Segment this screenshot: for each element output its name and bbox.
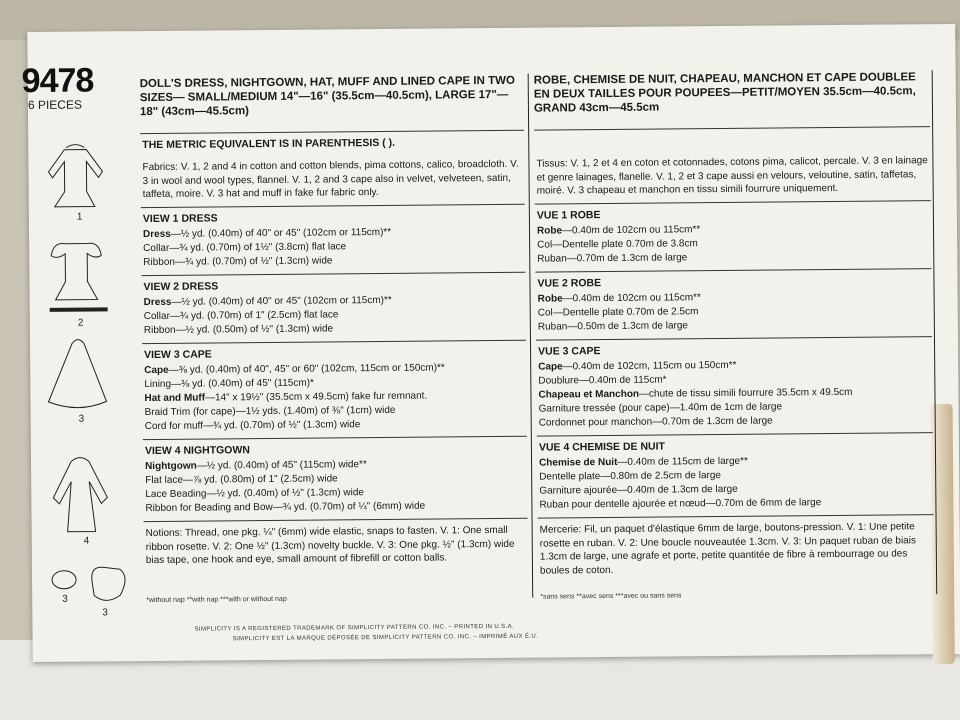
vue1-line: Col—Dentelle plate 0.70m de 3.8cm	[537, 238, 698, 251]
view1-heading: VIEW 1 DRESS	[142, 212, 218, 226]
vue3-line-text: —0.40m de 102cm, 115cm ou 150cm**	[562, 359, 737, 373]
view4-line	[145, 459, 367, 472]
view3-line	[144, 362, 445, 376]
view2-line: Collar—¾ yd. (0.70m) of 1" (2.5cm) flat lace	[143, 309, 339, 323]
view4-heading: VIEW 4 NIGHTGOWN	[144, 444, 250, 458]
divider	[535, 268, 931, 272]
english-footnote: *without nap **with nap ***with or without nap	[146, 595, 287, 605]
vue1-heading: VUE 1 ROBE	[536, 209, 601, 222]
divider	[536, 336, 932, 340]
vue3-line	[538, 360, 736, 373]
view4-nightgown-sketch	[53, 457, 108, 531]
trademark-line-en: SIMPLICITY IS A REGISTERED TRADEMARK OF SIMPLICITY PATTERN CO. INC. – PRINTED IN U.S.A.	[194, 623, 515, 633]
sketch-number-3: 3	[78, 413, 85, 425]
view1-line: Ribbon—¾ yd. (0.70m) of ½" (1.3cm) wide	[143, 255, 333, 269]
divider	[535, 200, 931, 204]
vue4-line: Dentelle plate—0.80m de 2.5cm de large	[539, 470, 721, 483]
garment-sketches-illustration	[36, 131, 140, 632]
vue1-line: Ruban—0.70m de 1.3cm de large	[537, 252, 688, 265]
vue4-line: Garniture ajourée—0.40m de 1.3cm de large	[539, 483, 738, 497]
pattern-number: 9478	[21, 61, 94, 101]
view3-line: Braid Trim (for cape)—1½ yds. (1.40m) of ⅜" (1cm) wide	[144, 404, 396, 419]
sketch-number-4: 4	[83, 535, 90, 547]
vue3-heading: VUE 3 CAPE	[538, 345, 601, 358]
view3-line-bold: Cape	[144, 364, 169, 377]
view3-line-bold: Hat and Muff	[144, 392, 206, 405]
mercerie-paragraph: Mercerie: Fil, un paquet d'élastique 6mm de large, boutons-pression. V. 1: Une petite rosette en ruban. V. 2: Une boucle nouveautée 1.3cm. V. 3: Un paquet ruban de biais 1.3cm de large, une agrafe et porte, petite quantitée de fibre à rembourrage ou des boules de coton.	[539, 521, 916, 577]
view4-line: Flat lace—⅞ yd. (0.80m) of 1" (2.5cm) wide	[145, 473, 338, 487]
metric-note: THE METRIC EQUIVALENT IS IN PARENTHESIS ( ).	[142, 136, 396, 152]
pieces-count: 6 PIECES	[27, 97, 82, 113]
french-column	[533, 70, 934, 601]
vue4-line: Ruban pour dentelle ajourée et nœud—0.70m de 6mm de large	[539, 497, 822, 511]
vue4-heading: VUE 4 CHEMISE DE NUIT	[538, 440, 665, 454]
view4-line: Ribbon for Beading and Bow—¾ yd. (0.70m) of ¼" (6mm) wide	[145, 500, 426, 515]
vue3-line-text: —chute de tissu simili fourrure 35.5cm x 49.5cm	[638, 386, 853, 400]
english-title: DOLL'S DRESS, NIGHTGOWN, HAT, MUFF AND LINED CAPE IN TWO SIZES— SMALL/MEDIUM 14"—16" (35.5cm—40.5cm), LARGE 17"—18" (43cm—45.5cm)	[139, 74, 515, 119]
view3-line: Cord for muff—¾ yd. (0.70m) of ½" (1.3cm) wide	[144, 419, 361, 433]
vue3-line: Cordonnet pour manchon—0.70m de 1.3cm de large	[538, 415, 773, 429]
vue1-line	[537, 224, 700, 236]
view3-heading: VIEW 3 CAPE	[144, 348, 212, 362]
view1-line-text: —½ yd. (0.40m) of 40" or 45" (102cm or 115cm)**	[170, 226, 392, 240]
view4-line: Lace Beading—½ yd. (0.40m) of ½" (1.3cm) wide	[145, 487, 365, 501]
view2-line-bold: Dress	[143, 296, 172, 309]
divider	[141, 272, 525, 276]
divider	[142, 340, 526, 344]
french-footnote: *sans sens **avec sens ***avec ou sans sens	[540, 592, 682, 601]
divider	[534, 126, 930, 130]
view3-cape-sketch	[48, 339, 107, 408]
sketch-number-hat: 3	[62, 593, 68, 605]
divider	[537, 432, 933, 436]
view1-line	[143, 227, 391, 240]
trademark-line-fr: SIMPLICITY EST LA MARQUE DÉPOSÉE DE SIMPLICITY PATTERN CO. INC. – IMPRIMÉ AUX É.U.	[232, 633, 539, 643]
view1-line: Collar—¾ yd. (0.70m) of 1½" (3.8cm) flat lace	[143, 241, 347, 255]
view3-line	[144, 391, 427, 404]
notions-paragraph: Notions: Thread, one pkg. ¼" (6mm) wide elastic, snaps to fasten. V. 1: One small ribbon rosette. V. 2: One ½" (1.3cm) novelty buckle. V. 3: One pkg. ½" (1.3cm) wide bias tape, one hook and eye, small amount of fibrefill or cotton balls.	[145, 524, 515, 567]
view2-heading: VIEW 2 DRESS	[143, 280, 219, 294]
vue2-line: Ruban—0.50m de 1.3cm de large	[537, 320, 688, 333]
divider	[144, 518, 528, 522]
divider	[143, 436, 527, 440]
view2-belt-sketch	[50, 309, 108, 310]
vue2-line: Col—Dentelle plate 0.70m de 2.5cm	[537, 306, 699, 319]
sketch-number-2: 2	[77, 317, 84, 329]
vue2-line	[538, 292, 701, 304]
english-column	[139, 74, 524, 605]
vue4-line-bold: Chemise de Nuit	[539, 456, 618, 469]
view3-hat-sketch	[52, 571, 76, 589]
vue4-line-text: —0.40m de 115cm de large**	[617, 455, 748, 468]
vue3-line-bold: Cape	[538, 361, 563, 373]
column-divider	[528, 74, 534, 598]
tissus-paragraph: Tissus: V. 1, 2 et 4 en coton et cotonnades, cotons pima, calicot, percale. V. 3 en lainage et genre lainages, flanelle. V. 1, 2 et 3 cape aussi en velours, veloutine, satin, taffetas, moiré. V. 3 chapeau et manchon en tissu simili fourrure uniquement.	[536, 155, 928, 197]
view1-dress-sketch	[48, 149, 102, 206]
divider	[538, 514, 934, 518]
fabrics-paragraph: Fabrics: V. 1, 2 and 4 in cotton and cotton blends, pima cottons, calico, broadcloth. V. 3 in wool and wool types, flannel. V. 1, 2 and 3 cape also in velvet, velveteen, satin, taffeta, moire. V. 3 hat and muff in fake fur fabric only.	[142, 158, 519, 201]
view1-line-bold: Dress	[142, 228, 171, 241]
view3-muff-sketch	[92, 567, 126, 601]
vue3-line	[538, 387, 852, 401]
vue1-line-bold: Robe	[536, 225, 563, 237]
view2-line	[144, 295, 392, 308]
vue2-line-bold: Robe	[537, 293, 563, 305]
view3-line-text: —14" x 19½" (35.5cm x 49.5cm) fake fur remnant.	[204, 390, 428, 404]
view2-dress-sketch	[51, 243, 101, 300]
view4-line-text: —½ yd. (0.40m) of 45" (115cm) wide**	[196, 459, 367, 472]
vue3-line: Doublure—0.40m de 115cm*	[538, 374, 667, 387]
french-title: ROBE, CHEMISE DE NUIT, CHAPEAU, MANCHON ET CAPE DOUBLEE EN DEUX TAILLES POUR POUPEES—PETIT/MOYEN 35.5cm—40.5cm, GRAND 43cm—45.5cm	[533, 71, 916, 115]
view2-line: Ribbon—½ yd. (0.50m) of ½" (1.3cm) wide	[143, 323, 334, 337]
vue3-line-bold: Chapeau et Manchon	[538, 388, 640, 401]
divider	[140, 130, 524, 134]
vue1-line-text: —0.40m de 102cm ou 115cm**	[561, 224, 701, 237]
vue2-line-text: —0.40m de 102cm ou 115cm**	[562, 292, 701, 305]
view3-line: Lining—⅜ yd. (0.40m) of 45" (115cm)*	[144, 377, 314, 391]
vue2-heading: VUE 2 ROBE	[537, 277, 602, 290]
view2-line-text: —½ yd. (0.40m) of 40" or 45" (102cm or 115cm)**	[171, 294, 392, 308]
pattern-envelope-back	[21, 24, 960, 662]
view-sketches	[36, 131, 140, 632]
sketch-number-muff: 3	[102, 607, 108, 619]
vue4-line	[539, 456, 748, 469]
view3-line-text: —⅜ yd. (0.40m) of 40", 45" or 60" (102cm, 115cm or 150cm)**	[168, 362, 445, 376]
sketch-number-1: 1	[76, 211, 83, 223]
vue3-line: Garniture tressée (pour cape)—1.40m de 1cm de large	[538, 401, 783, 415]
divider	[141, 204, 525, 208]
view4-line-bold: Nightgown	[145, 460, 197, 473]
